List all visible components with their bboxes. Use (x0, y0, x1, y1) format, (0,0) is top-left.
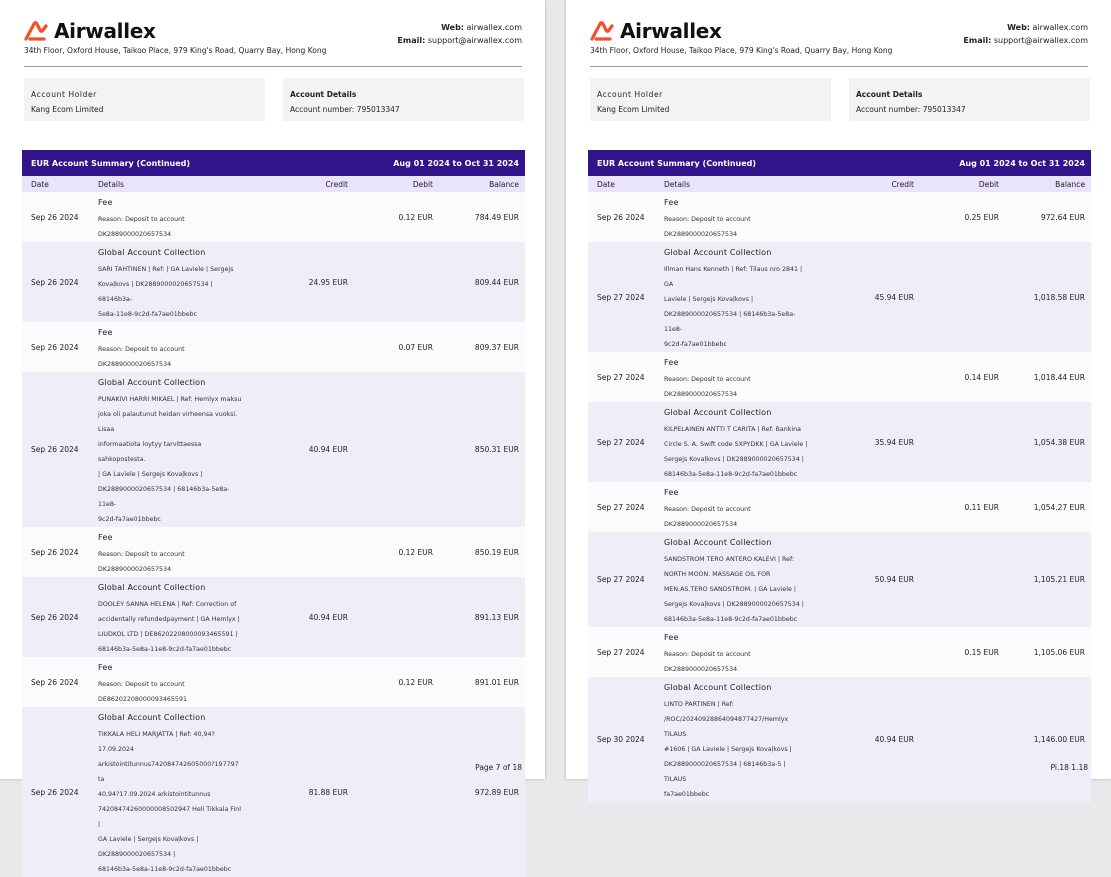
cell-details (89, 707, 249, 877)
details-line: LIUDKOL LTD | DE86202208000093465591 | (98, 631, 238, 638)
details-line: joka oli palautunut heidan virheensa vuoksi. Lisaa (98, 411, 238, 433)
details-title: Global Account Collection (664, 408, 772, 417)
details-line: 9c2d-fa7ae01bbebc (664, 341, 727, 348)
cell-date: Sep 27 2024 (588, 352, 655, 402)
cell-debit (920, 532, 1005, 627)
details-line: Kovaļkovs | DK2889000020657534 | 68146b3a- (98, 281, 213, 303)
cell-credit: 40.94 EUR (815, 677, 920, 802)
details-line: 9c2d-fa7ae01bbebc (98, 516, 161, 523)
details-line: Reason: Deposit to account (664, 216, 751, 223)
col-credit: Credit (815, 176, 920, 192)
web-label: Web: (1007, 23, 1030, 32)
cell-details (655, 402, 815, 482)
col-balance: Balance (439, 176, 525, 192)
company-address: 34th Floor, Oxford House, Taikoo Place, 979 King's Road, Quarry Bay, Hong Kong (590, 46, 893, 55)
cell-date: Sep 26 2024 (588, 192, 655, 242)
cell-credit (249, 527, 354, 577)
details-title: Fee (98, 328, 113, 337)
transaction-rows (22, 192, 525, 877)
details-title: Global Account Collection (98, 248, 206, 257)
email-label: Email: (963, 36, 992, 45)
details-line: Illman Hans Kenneth | Ref: Tilaus nro 2841 | GA (664, 266, 803, 288)
table-row (588, 352, 1091, 402)
details-line: Reason: Deposit to account (664, 506, 751, 513)
cell-details (89, 657, 249, 707)
details-line: DE86202208000093465591 (98, 696, 187, 703)
details-line: 68146b3a-5e8a-11e8-9c2d-fa7ae01bbebc (664, 616, 798, 623)
details-line: Laviele | Sergejs Kovaļkovs | (664, 296, 754, 303)
web-link[interactable]: airwallex.com (1032, 23, 1088, 32)
cell-details (655, 242, 815, 352)
table-row (588, 192, 1091, 242)
cell-debit: 0.12 EUR (354, 657, 439, 707)
cell-debit (920, 677, 1005, 802)
details-line: | GA Laviele | Sergejs Kovaļkovs | (98, 471, 203, 478)
details-line: arkistointitunnus742084742605000?197797 ta (98, 761, 239, 783)
account-holder-label: Account Holder (597, 90, 663, 99)
cell-debit (354, 372, 439, 527)
airwallex-logo-icon (590, 20, 616, 42)
details-title: Global Account Collection (664, 248, 772, 257)
details-line: DK2889000020657534 (98, 566, 172, 573)
table-row (588, 627, 1091, 677)
table-row (22, 707, 525, 877)
cell-credit: 24.95 EUR (249, 242, 354, 322)
cell-date: Sep 26 2024 (22, 192, 89, 242)
cell-date: Sep 27 2024 (588, 482, 655, 532)
table-row (22, 577, 525, 657)
column-header-row (588, 176, 1091, 192)
cell-date: Sep 26 2024 (22, 242, 89, 322)
cell-date: Sep 26 2024 (22, 527, 89, 577)
cell-date: Sep 26 2024 (22, 577, 89, 657)
details-line: 5e8a-11e8-9c2d-fa7ae01bbebc (98, 311, 198, 318)
table-row (588, 482, 1091, 532)
col-date: Date (588, 176, 655, 192)
details-title: Fee (664, 198, 679, 207)
col-debit: Debit (354, 176, 439, 192)
transactions-table (22, 150, 525, 877)
details-line: Reason: Deposit to account (98, 681, 185, 688)
cell-details (655, 677, 815, 802)
cell-details (655, 532, 815, 627)
account-details-box (283, 78, 524, 121)
cell-balance: 891.01 EUR (439, 657, 525, 707)
cell-date: Sep 26 2024 (22, 657, 89, 707)
details-line: DK2889000020657534 (98, 361, 172, 368)
details-title: Fee (98, 198, 113, 207)
cell-details (655, 192, 815, 242)
table-row (22, 527, 525, 577)
cell-credit (249, 657, 354, 707)
cell-debit: 0.25 EUR (920, 192, 1005, 242)
details-title: Global Account Collection (98, 583, 206, 592)
table-row (588, 242, 1091, 352)
cell-debit (354, 707, 439, 877)
details-line: 40,94?17.09.2024 arkistointitunnus (98, 791, 211, 798)
cell-details (89, 192, 249, 242)
details-title: Fee (664, 488, 679, 497)
account-holder-name: Kang Ecom Limited (597, 105, 670, 114)
column-header-row (22, 176, 525, 192)
details-title: Global Account Collection (98, 713, 206, 722)
cell-debit (920, 402, 1005, 482)
statement-page-left (0, 0, 545, 873)
account-number-label: Account number: (290, 105, 355, 114)
details-line: PUNAKIVI HARRI MIKAEL | Ref: Hemlyx maksu (98, 396, 242, 403)
cell-balance: 784.49 EUR (439, 192, 525, 242)
cell-details (89, 322, 249, 372)
table-row (22, 192, 525, 242)
transactions-table (588, 150, 1091, 802)
email-label: Email: (397, 36, 426, 45)
details-line: DK2889000020657534 (664, 391, 738, 398)
cell-debit: 0.12 EUR (354, 527, 439, 577)
details-line: DK2889000020657534 | 68146b3a-5 | TILAUS (664, 761, 786, 783)
details-line: Reason: Deposit to account (98, 216, 185, 223)
company-address: 34th Floor, Oxford House, Taikoo Place, 979 King's Road, Quarry Bay, Hong Kong (24, 46, 327, 55)
cell-credit (815, 482, 920, 532)
details-title: Fee (664, 633, 679, 642)
table-row (22, 372, 525, 527)
airwallex-logo (24, 19, 156, 43)
details-line: DK2889000020657534 (664, 666, 738, 673)
cell-debit (354, 242, 439, 322)
details-line: DOOLEY SANNA HELENA | Ref: Correction of (98, 601, 237, 608)
brand-name: Airwallex (54, 19, 156, 43)
details-line: Circle S. A, Swift code SXPYDKK | GA Laviele | (664, 441, 808, 448)
cell-credit: 35.94 EUR (815, 402, 920, 482)
cell-date: Sep 27 2024 (588, 627, 655, 677)
col-credit: Credit (249, 176, 354, 192)
table-row (22, 322, 525, 372)
header-divider (590, 66, 1088, 67)
summary-period: Aug 01 2024 to Oct 31 2024 (920, 150, 1091, 176)
cell-balance: 809.44 EUR (439, 242, 525, 322)
cell-balance: 1,146.00 EUR (1005, 677, 1091, 802)
cell-balance: 850.31 EUR (439, 372, 525, 527)
account-holder-box (590, 78, 831, 121)
details-line: MEN.AS.TERO SANDSTROM. | GA Laviele | (664, 586, 796, 593)
details-title: Fee (98, 663, 113, 672)
details-line: DK2889000020657534 (664, 231, 738, 238)
cell-date: Sep 26 2024 (22, 322, 89, 372)
account-number-value: 795013347 (922, 105, 966, 114)
cell-details (655, 352, 815, 402)
account-number (290, 105, 400, 114)
table-row (588, 532, 1091, 627)
cell-details (655, 627, 815, 677)
cell-balance: 972.89 EUR (439, 707, 525, 877)
cell-date: Sep 27 2024 (588, 532, 655, 627)
cell-credit: 50.94 EUR (815, 532, 920, 627)
transaction-rows (588, 192, 1091, 802)
details-line: GA Laviele | Sergejs Kovaļkovs | DK2889000020657534 | (98, 836, 199, 858)
cell-credit (815, 352, 920, 402)
airwallex-logo (590, 19, 722, 43)
details-line: DK2889000020657534 | 68146b3a-5e8a-11e8- (98, 486, 230, 508)
contact-block (397, 21, 522, 47)
cell-balance: 850.19 EUR (439, 527, 525, 577)
cell-credit (249, 322, 354, 372)
table-row (588, 677, 1091, 802)
table-row (22, 657, 525, 707)
cell-date: Sep 30 2024 (588, 677, 655, 802)
details-title: Global Account Collection (664, 683, 772, 692)
airwallex-logo-icon (24, 20, 50, 42)
details-line: Reason: Deposit to account (98, 551, 185, 558)
account-holder-name: Kang Ecom Limited (31, 105, 104, 114)
account-holder-box (24, 78, 265, 121)
cell-date: Sep 26 2024 (22, 372, 89, 527)
details-line: DK2889000020657534 (98, 231, 172, 238)
details-title: Fee (98, 533, 113, 542)
cell-details (89, 242, 249, 322)
cell-debit (354, 577, 439, 657)
summary-banner (588, 150, 1091, 176)
details-line: NORTH MOON. MASSAGE OIL FOR (664, 571, 771, 578)
cell-credit: 40.94 EUR (249, 577, 354, 657)
summary-title: EUR Account Summary (Continued) (22, 150, 354, 176)
details-line: 68146b3a-5e8a-11e8-9c2d-fa7ae01bbebc (98, 866, 232, 873)
cell-balance: 891.13 EUR (439, 577, 525, 657)
cell-debit: 0.12 EUR (354, 192, 439, 242)
email-link[interactable]: support@airwallex.com (427, 36, 522, 45)
cell-balance: 1,018.58 EUR (1005, 242, 1091, 352)
details-title: Fee (664, 358, 679, 367)
account-details-label: Account Details (856, 90, 923, 99)
cell-balance: 1,054.38 EUR (1005, 402, 1091, 482)
details-line: Sergejs Kovaļkovs | DK2889000020657534 | (664, 456, 804, 463)
summary-title: EUR Account Summary (Continued) (588, 150, 920, 176)
details-line: Reason: Deposit to account (664, 651, 751, 658)
details-title: Global Account Collection (664, 538, 772, 547)
details-line: DK2889000020657534 | 68146b3a-5e8a-11e8- (664, 311, 796, 333)
cell-date: Sep 27 2024 (588, 242, 655, 352)
cell-details (655, 482, 815, 532)
details-line: Reason: Deposit to account (98, 346, 185, 353)
account-details-label: Account Details (290, 90, 357, 99)
col-details: Details (655, 176, 815, 192)
cell-debit: 0.14 EUR (920, 352, 1005, 402)
col-balance: Balance (1005, 176, 1091, 192)
statement-page-right (566, 0, 1111, 798)
cell-details (89, 577, 249, 657)
details-line: 74208474260000008502947 Heli Tikkala Finl | (98, 806, 241, 828)
account-number-label: Account number: (856, 105, 921, 114)
cell-debit: 0.11 EUR (920, 482, 1005, 532)
cell-credit (815, 627, 920, 677)
details-line: Sergejs Kovaļkovs | DK2889000020657534 | (664, 601, 804, 608)
details-title: Global Account Collection (98, 378, 206, 387)
web-link[interactable]: airwallex.com (466, 23, 522, 32)
cell-balance: 1,054.27 EUR (1005, 482, 1091, 532)
page-number: Pi.18 1.18 (1050, 763, 1088, 772)
details-line: #1606 | GA Laviele | Sergejs Kovaļkovs | (664, 746, 792, 753)
cell-credit: 45.94 EUR (815, 242, 920, 352)
table-row (22, 242, 525, 322)
details-line: KILPELAINEN ANTTI T CARITA | Ref: Bankina (664, 426, 802, 433)
cell-details (89, 372, 249, 527)
cell-credit: 40.94 EUR (249, 372, 354, 527)
email-link[interactable]: support@airwallex.com (993, 36, 1088, 45)
details-line: TIKKALA HELI MARJATTA | Ref: 40,94?17.09.2024 (98, 731, 215, 753)
details-line: /ROC/20240928864094877427/Hemlyx TILAUS (664, 716, 789, 738)
col-date: Date (22, 176, 89, 192)
details-line: LINTO PARTINEN | Ref: (664, 701, 734, 708)
cell-credit (815, 192, 920, 242)
cell-balance: 1,105.06 EUR (1005, 627, 1091, 677)
cell-details (89, 527, 249, 577)
cell-debit: 0.15 EUR (920, 627, 1005, 677)
cell-credit: 81.88 EUR (249, 707, 354, 877)
details-line: SARI TAHTINEN | Ref: | GA Laviele | Sergejs (98, 266, 234, 273)
details-line: 68146b3a-5e8a-11e8-9c2d-fa7ae01bbebc (98, 646, 232, 653)
page-number: Page 7 of 18 (475, 763, 522, 772)
details-line: SANDSTROM TERO ANTERO KALEVI | Ref: (664, 556, 795, 563)
account-number-value: 795013347 (356, 105, 400, 114)
cell-debit: 0.07 EUR (354, 322, 439, 372)
contact-block (963, 21, 1088, 47)
summary-banner (22, 150, 525, 176)
cell-balance: 1,105.21 EUR (1005, 532, 1091, 627)
cell-debit (920, 242, 1005, 352)
details-line: 68146b3a-5e8a-11e8-9c2d-fa7ae01bbebc (664, 471, 798, 478)
details-line: informaatiota loytyy tarvittaessa sahkopostesta. (98, 441, 202, 463)
cell-balance: 972.64 EUR (1005, 192, 1091, 242)
web-label: Web: (441, 23, 464, 32)
cell-balance: 809.37 EUR (439, 322, 525, 372)
cell-balance: 1,018.44 EUR (1005, 352, 1091, 402)
account-details-box (849, 78, 1090, 121)
details-line: accidentally refundedpayment | GA Hemlyx | (98, 616, 240, 623)
brand-name: Airwallex (620, 19, 722, 43)
account-number (856, 105, 966, 114)
details-line: fa7ae01bbebc (664, 791, 710, 798)
summary-period: Aug 01 2024 to Oct 31 2024 (354, 150, 525, 176)
details-line: DK2889000020657534 (664, 521, 738, 528)
details-line: Reason: Deposit to account (664, 376, 751, 383)
header-divider (24, 66, 522, 67)
table-row (588, 402, 1091, 482)
col-debit: Debit (920, 176, 1005, 192)
cell-date: Sep 27 2024 (588, 402, 655, 482)
account-holder-label: Account Holder (31, 90, 97, 99)
cell-credit (249, 192, 354, 242)
cell-date: Sep 26 2024 (22, 707, 89, 877)
col-details: Details (89, 176, 249, 192)
